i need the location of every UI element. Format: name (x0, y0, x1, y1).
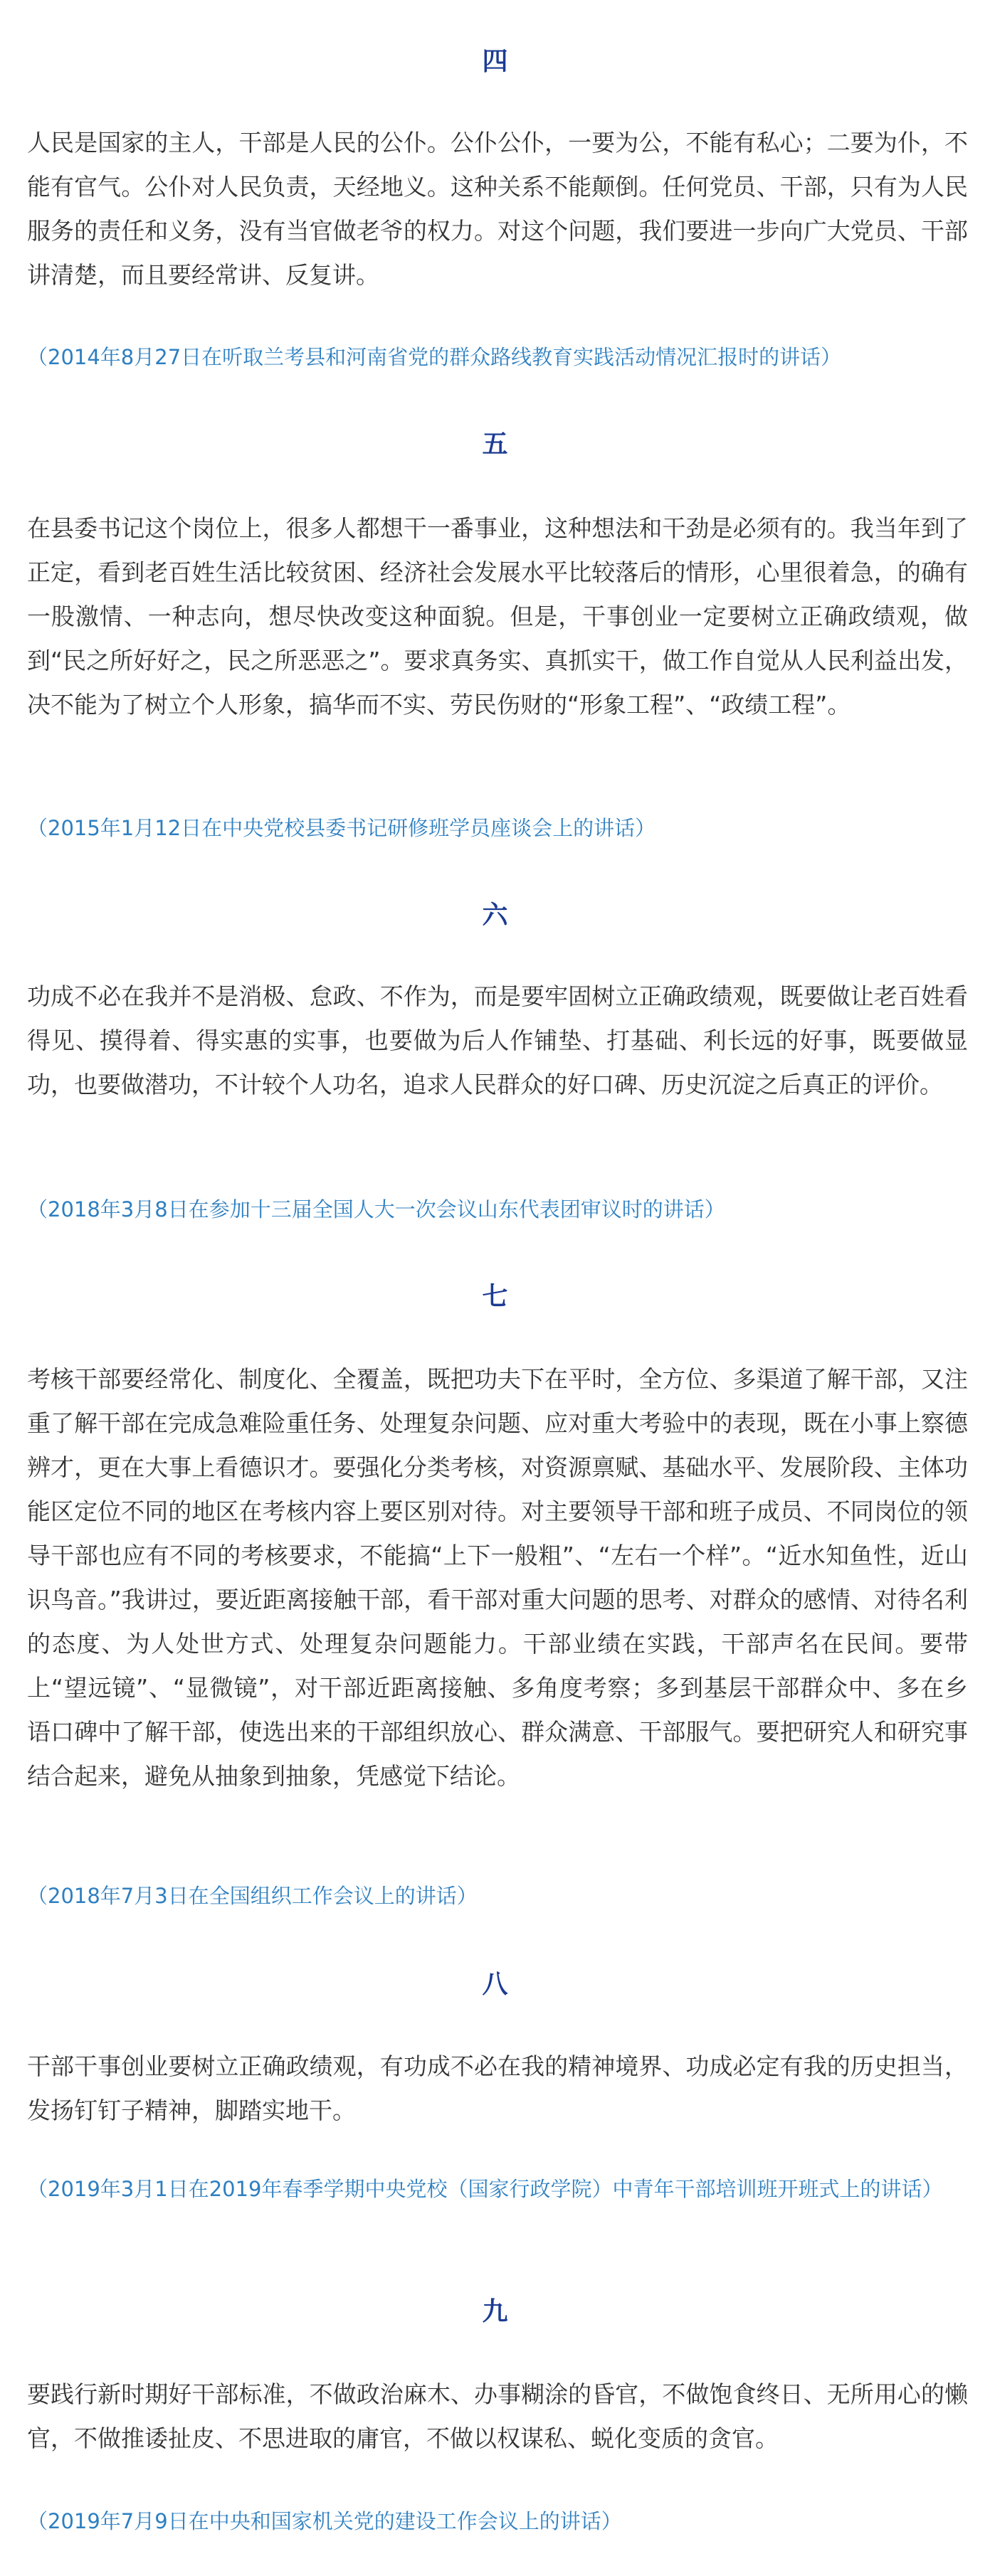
section-body: 在县委书记这个岗位上，很多人都想干一番事业，这种想法和干劲是必须有的。我当年到了正定，看到老百姓生活比较贫困、经济社会发展水平比较落后的情形，心里很着急，的确有一股激情、一种志向，想尽快改变这种面貌。但是，干事创业一定要树立正确政绩观，做到“民之所好好之，民之所恶恶之”。要求真务实、真抓实干，做工作自觉从人民利益出发，决不能为了树立个人形象，搞华而不实、劳民伤财的“形象工程”、“政绩工程”。 (27, 514, 968, 719)
section-body: 干部干事创业要树立正确政绩观，有功成不必在我的精神境界、功成必定有我的历史担当，发扬钉钉子精神，脚踏实地干。 (27, 2052, 968, 2124)
section-body: 功成不必在我并不是消极、怠政、不作为，而是要牢固树立正确政绩观，既要做让老百姓看得见、摸得着、得实惠的实事，也要做为后人作铺垫、打基础、利长远的好事，既要做显功，也要做潜功，不计较个人功名，追求人民群众的好口碑、历史沉淀之后真正的评价。 (27, 982, 968, 1098)
section-source: （2015年1月12日在中央党校县委书记研修班学员座谈会上的讲话） (27, 816, 656, 840)
section-numeral: 四 (482, 47, 508, 76)
section-body: 考核干部要经常化、制度化、全覆盖，既把功夫下在平时，全方位、多渠道了解干部，又注重了解干部在完成急难险重任务、处理复杂问题、应对重大考验中的表现，既在小事上察德辨才，更在大事上看德识才。要强化分类考核，对资源禀赋、基础水平、发展阶段、主体功能区定位不同的地区在考核内容上要区别对待。对主要领导干部和班子成员、不同岗位的领导干部也应有不同的考核要求，不能搞“上下一般粗”、“左右一个样”。“近水知鱼性，近山识鸟音。”我讲过，要近距离接触干部，看干部对重大问题的思考、对群众的感情、对待名利的态度、为人处世方式、处理复杂问题能力。干部业绩在实践，干部声名在民间。要带上“望远镜”、“显微镜”，对干部近距离接触、多角度考察；多到基层干部群众中、多在乡语口碑中了解干部，使选出来的干部组织放心、群众满意、干部服气。要把研究人和研究事结合起来，避免从抽象到抽象，凭感觉下结论。 (27, 1365, 968, 1790)
section-numeral: 九 (482, 2297, 508, 2326)
section-numeral: 六 (482, 901, 508, 930)
section-source: （2018年7月3日在全国组织工作会议上的讲话） (27, 1884, 478, 1908)
section-source: （2019年3月1日在2019年春季学期中央党校（国家行政学院）中青年干部培训班开班式上的讲话） (27, 2177, 943, 2201)
section-source: （2018年3月8日在参加十三届全国人大一次会议山东代表团审议时的讲话） (27, 1197, 725, 1221)
section-body: 要践行新时期好干部标准，不做政治麻木、办事糊涂的昏官，不做饱食终日、无所用心的懒官，不做推诿扯皮、不思进取的庸官，不做以权谋私、蜕化变质的贪官。 (27, 2380, 968, 2452)
section-numeral: 五 (482, 430, 508, 459)
section-source: （2014年8月27日在听取兰考县和河南省党的群众路线教育实践活动情况汇报时的讲话） (27, 345, 842, 369)
section-body: 人民是国家的主人，干部是人民的公仆。公仆公仆，一要为公，不能有私心；二要为仆，不能有官气。公仆对人民负责，天经地义。这种关系不能颠倒。任何党员、干部，只有为人民服务的责任和义务，没有当官做老爷的权力。对这个问题，我们要进一步向广大党员、干部讲清楚，而且要经常讲、反复讲。 (27, 129, 968, 289)
section-source: （2019年7月9日在中央和国家机关党的建设工作会议上的讲话） (27, 2509, 622, 2533)
section-numeral: 八 (482, 1970, 508, 1999)
section-numeral: 七 (482, 1282, 508, 1311)
